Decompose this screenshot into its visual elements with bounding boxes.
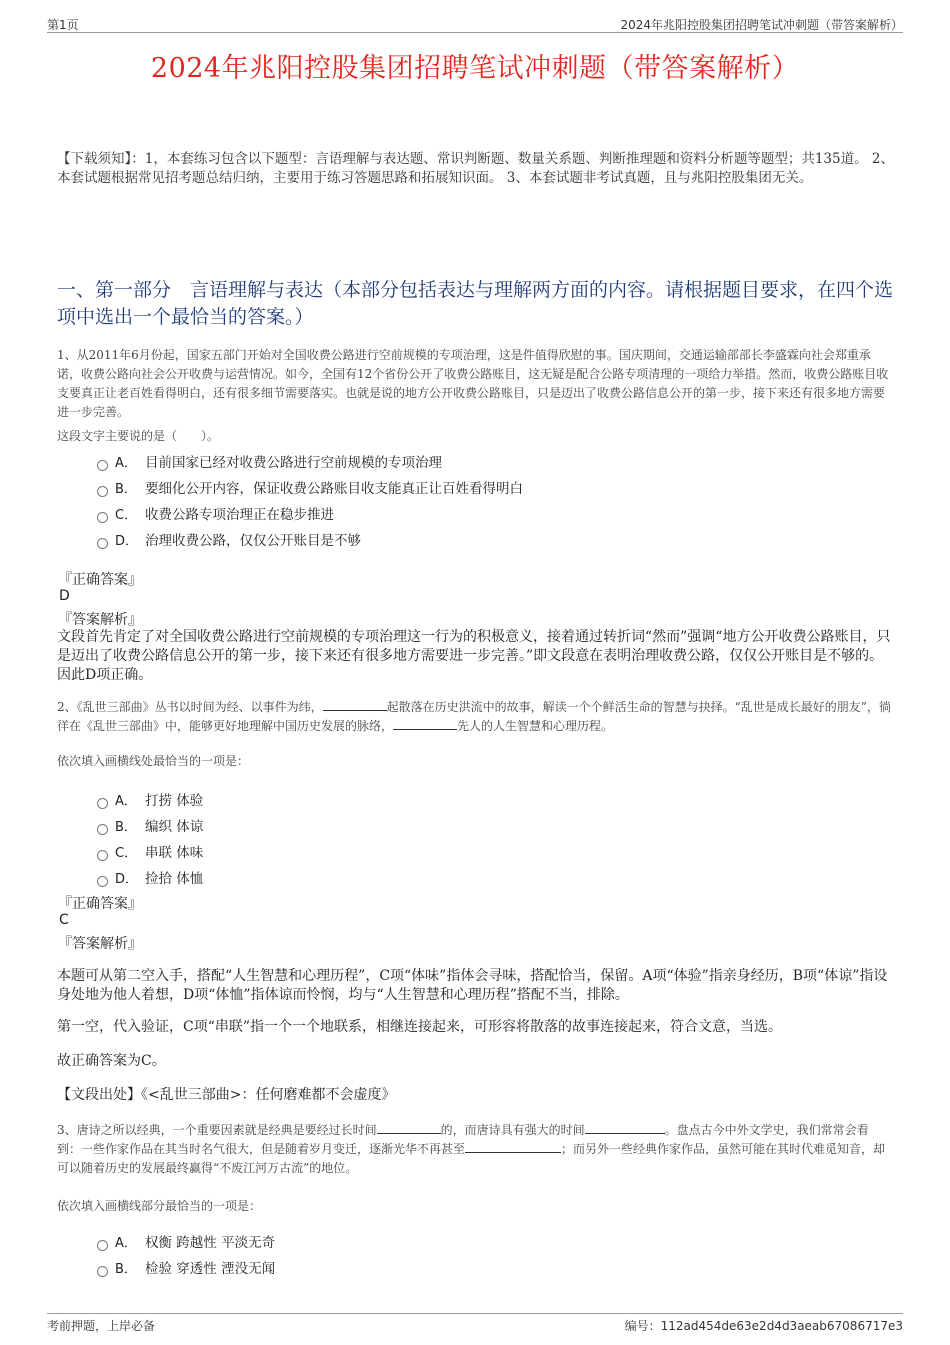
q1-analysis-label: 『答案解析』 — [58, 612, 142, 628]
page-footer — [47, 1313, 903, 1334]
q2-option-a[interactable]: A． 打捞 体验 — [97, 789, 203, 809]
radio-icon[interactable] — [97, 538, 108, 549]
q1-answer-label: 『正确答案』 — [58, 572, 142, 588]
blank-line — [585, 1121, 665, 1134]
q2-analysis-1: 本题可从第二空入手，搭配“人生智慧和心理历程”，C项“体味”指体会寻味，搭配恰当，保留。A项“体验”指亲身经历，B项“体谅”指设身处地为他人着想，D项“体恤”指体谅而怜悯，均与“人生智慧和心理历程”搭配不当，排除。 — [57, 968, 888, 1003]
q2-option-c[interactable]: C． 串联 体味 — [97, 841, 203, 861]
q1-option-c[interactable]: C． 收费公路专项治理正在稳步推进 — [97, 503, 334, 523]
q2-analysis-3: 故正确答案为C。 — [57, 1053, 166, 1069]
radio-icon[interactable] — [97, 850, 108, 861]
q1-option-b[interactable]: B． 要细化公开内容，保证收费公路账目收支能真正让百姓看得明白 — [97, 477, 523, 497]
radio-icon[interactable] — [97, 486, 108, 497]
section-heading: 一、第一部分 言语理解与表达（本部分包括表达与理解两方面的内容。请根据题目要求，在四个选项中选出一个最恰当的答案。） — [57, 279, 894, 328]
header-doc-title: 2024年兆阳控股集团招聘笔试冲刺题（带答案解析） — [620, 18, 903, 32]
q2-text: 2、《乱世三部曲》丛书以时间为经、以事件为纬， 起散落在历史洪流中的故事，解读一个个鲜活生命的智慧与抉择。“乱世是成长最好的朋友”，徜徉在《乱世三部曲》中，能够更好地理解中国历史发展的脉络， 先人的人生智慧和心理历程。 — [57, 700, 891, 733]
page-header — [47, 14, 903, 33]
q2-analysis-2: 第一空，代入验证，C项“串联”指一个一个地联系，相继连接起来，可形容将散落的故事连接起来，符合文意，当选。 — [57, 1019, 783, 1035]
radio-icon[interactable] — [97, 876, 108, 887]
radio-icon[interactable] — [97, 798, 108, 809]
q1-answer: D — [59, 588, 70, 604]
q2-answer: C — [59, 912, 69, 928]
q1-ask: 这段文字主要说的是（ ）。 — [57, 429, 220, 443]
q2-option-d[interactable]: D． 捡拾 体恤 — [97, 867, 203, 887]
q3-option-a[interactable]: A． 权衡 跨越性 平淡无奇 — [97, 1231, 275, 1251]
page-number: 第1页 — [47, 18, 79, 32]
blank-line — [323, 698, 387, 711]
download-notice: 【下载须知】：1，本套练习包含以下题型：言语理解与表达题、常识判断题、数量关系题、判断推理题和资料分析题等题型；共135道。 2、本套试题根据常见招考题总结归纳，主要用于练习答题思路和拓展知识面。 3、本套试题非考试真题，且与兆阳控股集团无关。 — [57, 151, 894, 186]
q1-text: 1、从2011年6月份起，国家五部门开始对全国收费公路进行空前规模的专项治理，这是件值得欣慰的事。国庆期间，交通运输部部长李盛霖向社会郑重承诺，收费公路向社会公开收费与运营情况。如今，全国有12个省份公开了收费公路账目，这无疑是配合公路专项清理的一项给力举措。然而，收费公路账目收支要真正让老百姓看得明白，还有很多细节需要落实。也就是说的地方公开收费公路账目，只是迈出了收费公路信息公开的第一步，接下来还有很多地方需要进一步完善。 — [57, 348, 889, 419]
q3-ask: 依次填入画横线部分最恰当的一项是： — [57, 1199, 262, 1213]
radio-icon[interactable] — [97, 512, 108, 523]
blank-line — [377, 1121, 441, 1134]
blank-line — [393, 717, 457, 730]
page-title: 2024年兆阳控股集团招聘笔试冲刺题（带答案解析） — [150, 53, 800, 84]
footer-code: 编号：112ad454de63e2d4d3aeab67086717e3 — [624, 1319, 903, 1333]
q2-option-b[interactable]: B． 编织 体谅 — [97, 815, 203, 835]
q2-analysis-label: 『答案解析』 — [58, 936, 142, 952]
q2-ask: 依次填入画横线处最恰当的一项是： — [57, 754, 250, 768]
radio-icon[interactable] — [97, 460, 108, 471]
radio-icon[interactable] — [97, 1266, 108, 1277]
radio-icon[interactable] — [97, 824, 108, 835]
q1-analysis: 文段首先肯定了对全国收费公路进行空前规模的专项治理这一行为的积极意义，接着通过转折词“然而”强调“地方公开收费公路账目，只是迈出了收费公路信息公开的第一步，接下来还有很多地方需要进一步完善。”即文段意在表明治理收费公路，仅仅公开账目是不够的。因此D项正确。 — [57, 629, 891, 683]
q1-option-d[interactable]: D． 治理收费公路，仅仅公开账目是不够 — [97, 529, 361, 549]
radio-icon[interactable] — [97, 1240, 108, 1251]
q3-option-b[interactable]: B． 检验 穿透性 湮没无闻 — [97, 1257, 275, 1277]
footer-slogan: 考前押题，上岸必备 — [47, 1319, 156, 1333]
q3-text: 3、唐诗之所以经典，一个重要因素就是经典是要经过长时间 的，而唐诗具有强大的时间 。盘点古今中外文学史，我们常常会看到：一些作家作品在其当时名气很大，但是随着岁月变迁，逐渐光华不再甚至 ；而另外一些经典作家作品，虽然可能在其时代难觅知音，却可以随着历史的发展最终赢得“不废江河万古流”的地位。 — [57, 1123, 886, 1175]
blank-line — [465, 1140, 561, 1153]
q1-option-a[interactable]: A． 目前国家已经对收费公路进行空前规模的专项治理 — [97, 451, 442, 471]
q2-answer-label: 『正确答案』 — [58, 896, 142, 912]
q2-source: 【文段出处】《<乱世三部曲>：任何磨难都不会虚度》 — [57, 1087, 396, 1103]
